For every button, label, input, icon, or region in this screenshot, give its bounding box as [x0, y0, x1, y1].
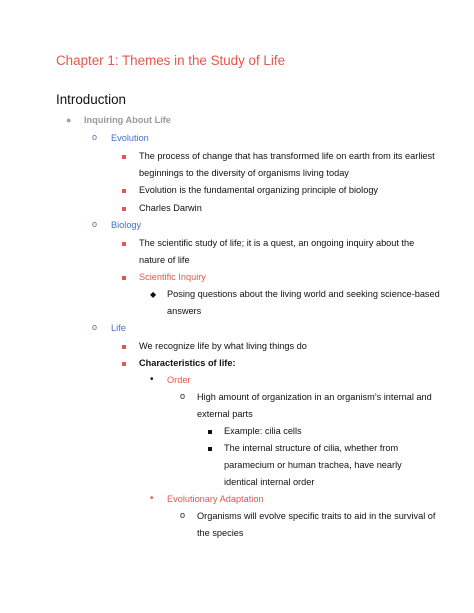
list-item-text: The scientific study of life; it is a quest, an ongoing inquiry about the — [139, 238, 415, 248]
list-item-label: Characteristics of life: — [139, 358, 236, 368]
circle-bullet-icon: o — [92, 132, 98, 142]
list-item-label: Biology — [111, 220, 142, 230]
list-item-text: the species — [197, 528, 244, 538]
list-item-text: Posing questions about the living world and seeking science-based — [167, 289, 440, 299]
circle-bullet-icon: o — [92, 219, 98, 229]
square-bullet-icon — [122, 155, 126, 159]
list-item-text: nature of life — [139, 255, 190, 265]
list-item-text: Organisms will evolve specific traits to aid in the survival of — [197, 511, 436, 521]
bullet-icon: • — [150, 493, 154, 504]
square-bullet-icon — [122, 189, 126, 193]
bullet-icon: • — [150, 374, 154, 385]
square-bullet-icon — [122, 276, 126, 280]
list-item-text: The process of change that has transformed life on earth from its earliest — [139, 151, 435, 161]
circle-bullet-icon: o — [92, 322, 98, 332]
chapter-title: Chapter 1: Themes in the Study of Life — [56, 53, 286, 68]
square-bullet-icon — [208, 447, 212, 451]
list-item-text: We recognize life by what living things do — [139, 341, 307, 351]
square-bullet-icon — [122, 362, 126, 366]
list-item-text: beginnings to the diversity of organisms living today — [139, 168, 349, 178]
square-bullet-icon — [122, 242, 126, 246]
square-bullet-icon — [122, 207, 126, 211]
list-item-text: Evolution is the fundamental organizing principle of biology — [139, 185, 379, 195]
list-item-text: identical internal order — [224, 477, 315, 487]
bullet-icon: ● — [66, 115, 72, 125]
list-item-text: The internal structure of cilia, whether from — [224, 443, 399, 453]
square-bullet-icon — [208, 430, 212, 434]
list-item-label: Scientific Inquiry — [139, 272, 206, 282]
section-title: Introduction — [56, 92, 126, 107]
diamond-bullet-icon: ◆ — [150, 290, 157, 299]
list-item-label: Inquiring About Life — [84, 115, 171, 125]
list-item-label: Life — [111, 323, 126, 333]
list-item-text: Charles Darwin — [139, 203, 202, 213]
circle-bullet-icon: o — [180, 510, 186, 520]
list-item-label: Order — [167, 375, 191, 385]
list-item-label: Evolutionary Adaptation — [167, 494, 264, 504]
circle-bullet-icon: o — [180, 391, 186, 401]
list-item-text: High amount of organization in an organism’s internal and — [197, 392, 432, 402]
list-item-label: Evolution — [111, 133, 149, 143]
square-bullet-icon — [122, 345, 126, 349]
list-item-text: paramecium or human trachea, have nearly — [224, 460, 402, 470]
list-item-text: external parts — [197, 409, 253, 419]
list-item-text: answers — [167, 306, 202, 316]
list-item-text: Example: cilia cells — [224, 426, 302, 436]
